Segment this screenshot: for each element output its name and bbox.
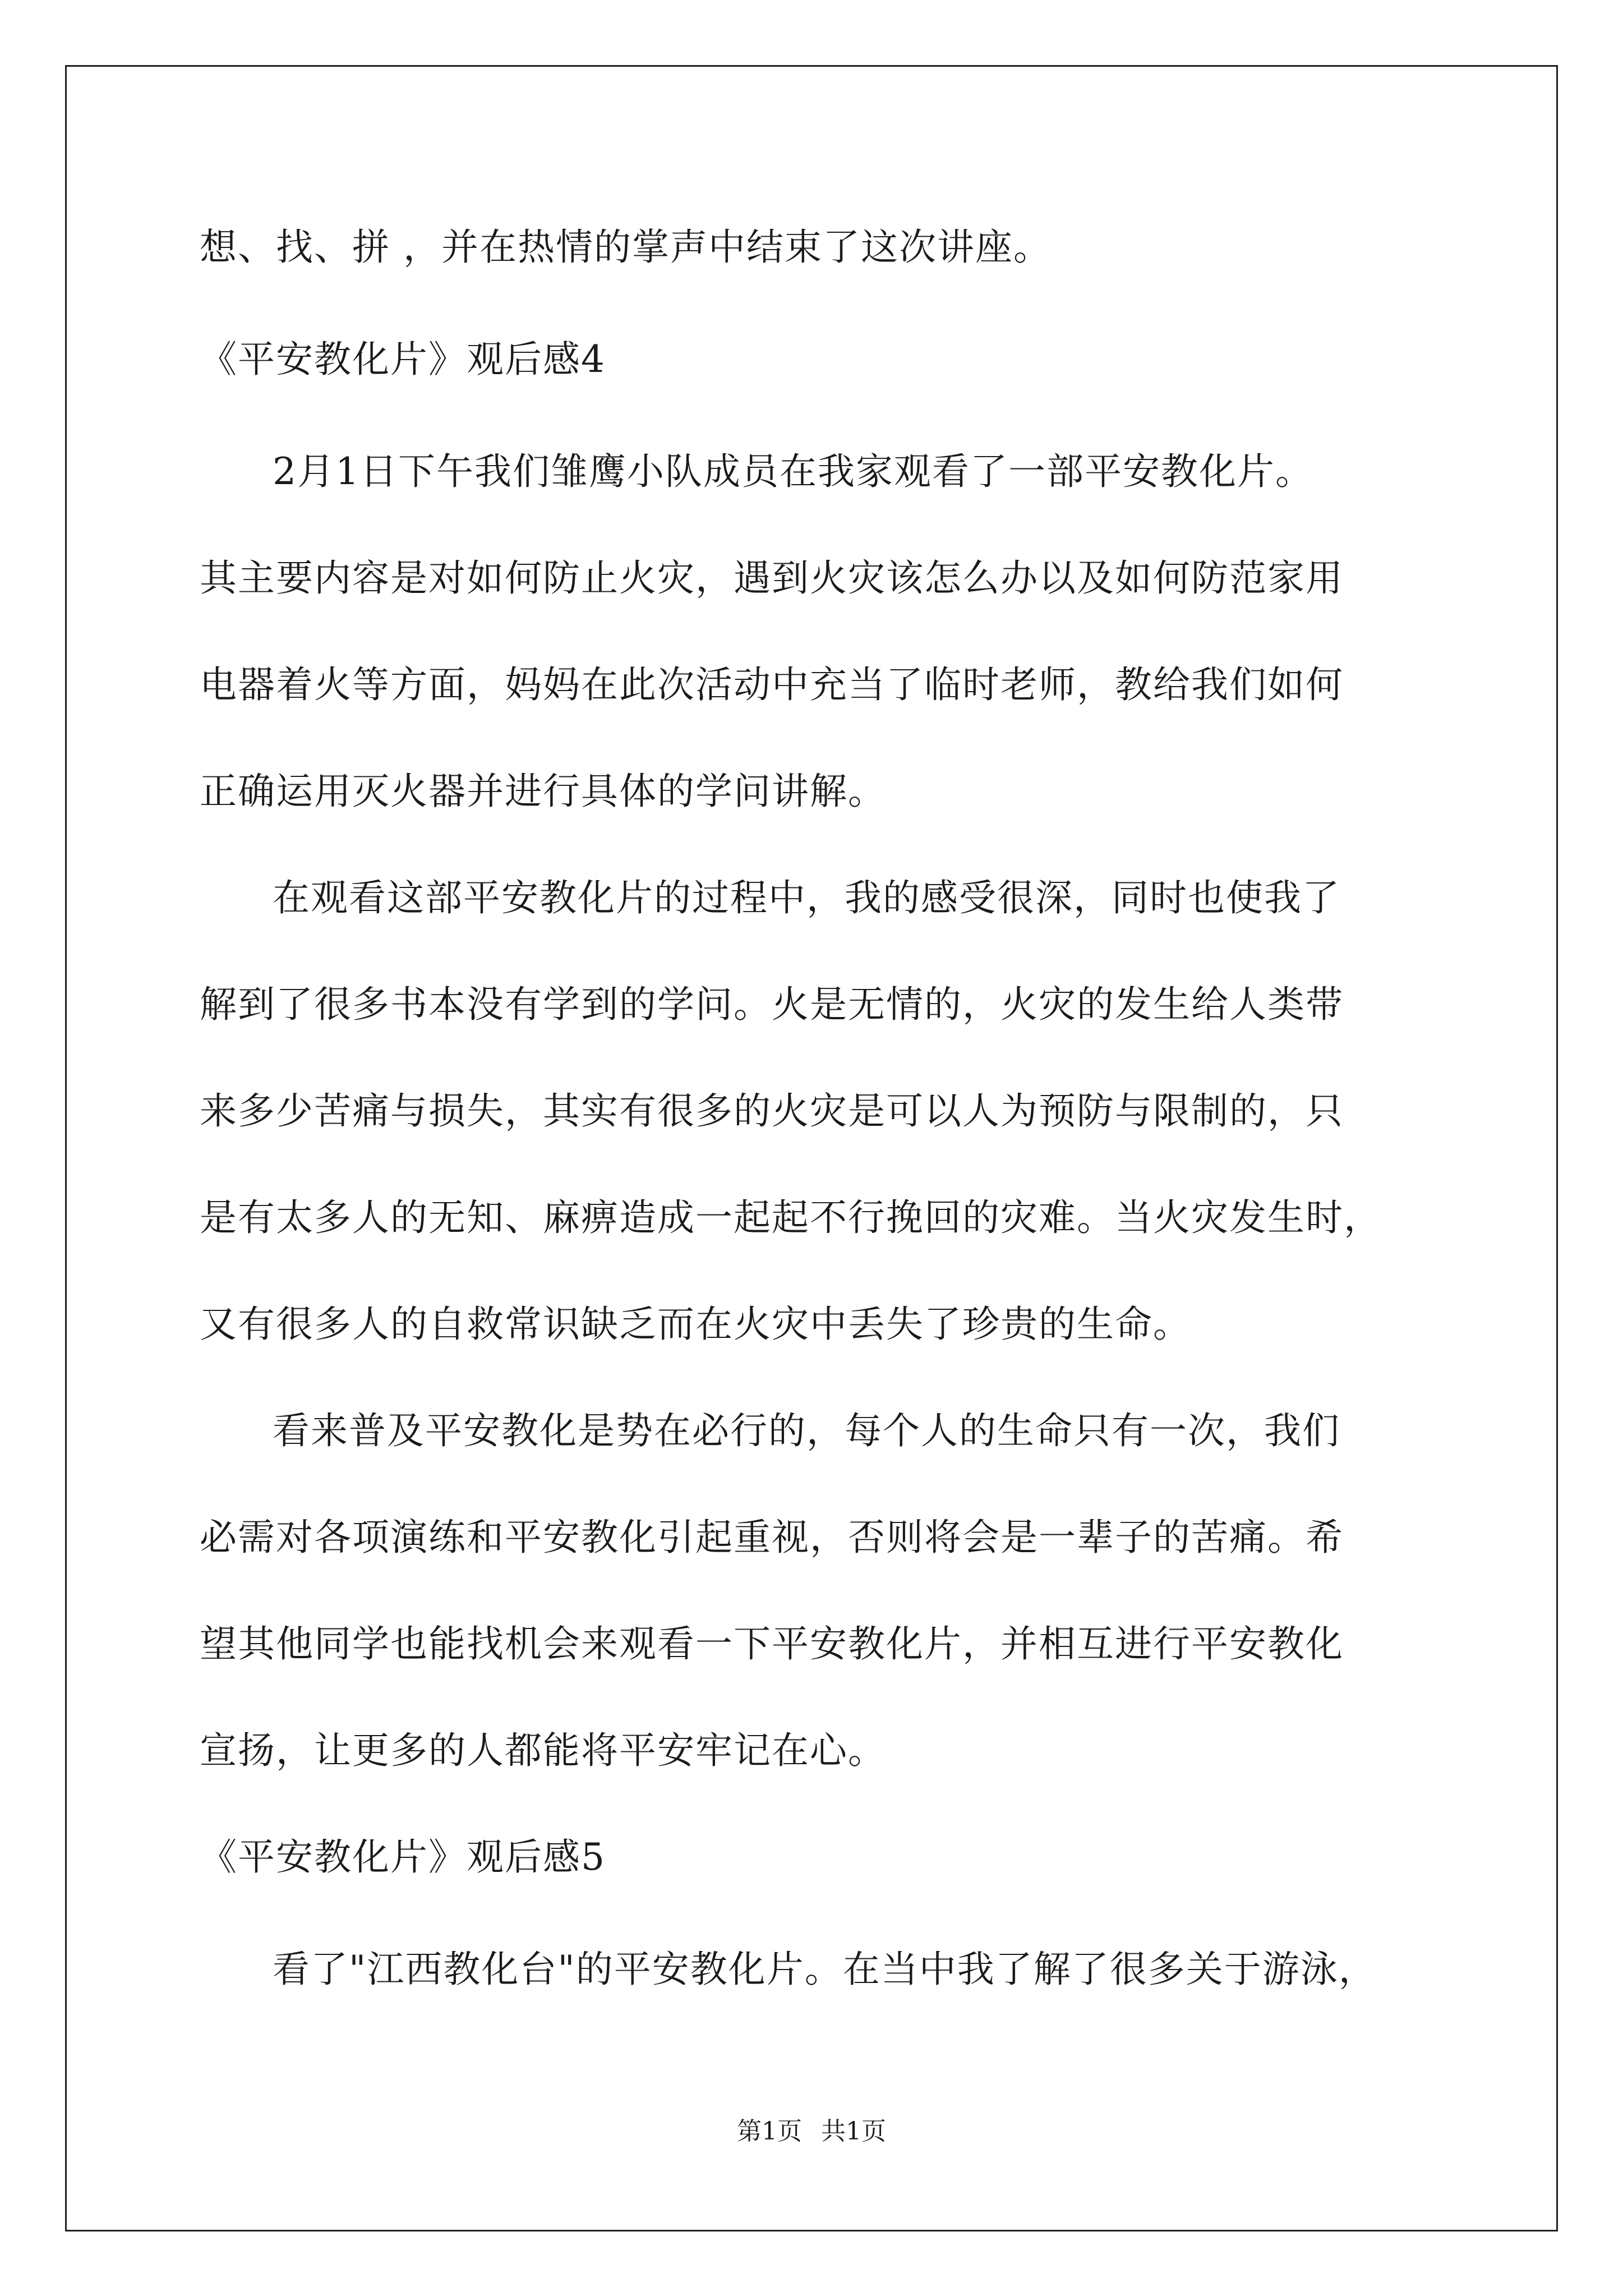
paragraph-line: 望其他同学也能找机会来观看一下平安教化片，并相互进行平安教化 xyxy=(200,1622,1344,1665)
paragraph-line: 解到了很多书本没有学到的学问。火是无情的，火灾的发生给人类带 xyxy=(200,983,1344,1026)
paragraph-line: 宣扬，让更多的人都能将平安牢记在心。 xyxy=(200,1729,886,1772)
paragraph-line: 正确运用灭火器并进行具体的学问讲解。 xyxy=(200,770,886,813)
page-total: 共1页 xyxy=(821,2117,886,2146)
paragraph-line: 2月1日下午我们雏鹰小队成员在我家观看了一部平安教化片。 xyxy=(273,450,1313,493)
text-line: 想、找、拼 ，并在热情的掌声中结束了这次讲座。 xyxy=(200,226,1052,269)
section-heading: 《平安教化片》观后感5 xyxy=(200,1835,606,1879)
page-footer xyxy=(0,2119,1623,2144)
paragraph-line: 是有太多人的无知、麻痹造成一起起不行挽回的灾难。当火灾发生时， xyxy=(200,1196,1382,1239)
paragraph-line: 在观看这部平安教化片的过程中，我的感受很深，同时也使我了 xyxy=(273,876,1340,919)
page-number: 第1页 xyxy=(737,2117,802,2146)
section-heading: 《平安教化片》观后感4 xyxy=(200,338,606,381)
page-frame xyxy=(65,65,1558,2231)
paragraph-line: 必需对各项演练和平安教化引起重视，否则将会是一辈子的苦痛。希 xyxy=(200,1516,1344,1559)
paragraph-line: 看了"江西教化台"的平安教化片。在当中我了解了很多关于游泳， xyxy=(273,1948,1377,1991)
paragraph-line: 看来普及平安教化是势在必行的，每个人的生命只有一次，我们 xyxy=(273,1409,1340,1452)
paragraph-line: 又有很多人的自救常识缺乏而在火灾中丢失了珍贵的生命。 xyxy=(200,1303,1191,1346)
paragraph-line: 其主要内容是对如何防止火灾，遇到火灾该怎么办以及如何防范家用 xyxy=(200,556,1344,600)
paragraph-line: 来多少苦痛与损失，其实有很多的火灾是可以人为预防与限制的，只 xyxy=(200,1089,1344,1133)
paragraph-line: 电器着火等方面，妈妈在此次活动中充当了临时老师，教给我们如何 xyxy=(200,663,1344,706)
